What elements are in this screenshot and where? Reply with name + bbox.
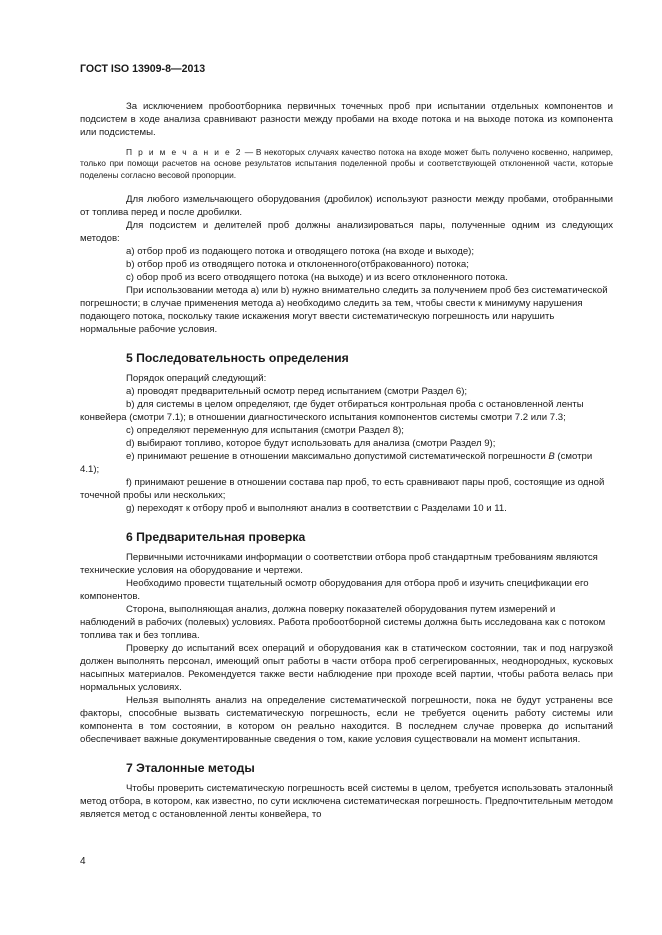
- note-2: [80, 147, 613, 181]
- step-d: d) выбирают топливо, которое будут использовать для анализа (смотри Раздел 9);: [126, 438, 496, 450]
- step-g: g) переходят к отбору проб и выполняют анализ в соответствии с Разделами 10 и 11.: [126, 503, 507, 515]
- method-item-c: с) обор проб из всего отводящего потока (на выходе) и из всего отклоненного потока.: [126, 272, 508, 284]
- section-5-heading: 5 Последовательность определения: [126, 351, 349, 366]
- step-c: c) определяют переменную для испытания (смотри Раздел 8);: [126, 425, 404, 437]
- section-6-paragraph: Сторона, выполняющая анализ, должна поверку показателей оборудования путем измерений и наблюдений в рабочих (полевых) условиях. Работа пробоотборной системы должна быть исследована как с потоком топлива так и без топлива.: [80, 604, 606, 642]
- step-f: f) принимают решение в отношении состава пар проб, то есть сравнивают пары проб, состоящие из одной точечной пробы или нескольких;: [80, 477, 605, 502]
- step-e-text: e) принимают решение в отношении максимально допустимой систематической погрешности: [126, 451, 549, 463]
- step-b: b) для системы в целом определяют, где будет отбираться контрольная проба с остановленной ленты конвейера (смотри 7.1); в отношении диагностического испытания компонентов системы смотри 7.2 или 7.3;: [80, 399, 584, 424]
- note-text: — В некоторых случаях качество потока на входе может быть получено косвенно, например, только при помощи расчетов на основе результатов испытания поделенной пробы и соответствующей отклоненной части, которые поделены согласно весовой пропорции.: [80, 147, 613, 180]
- note-label: П р и м е ч а н и е 2: [126, 147, 243, 157]
- section-6-heading: 6 Предварительная проверка: [126, 530, 306, 545]
- step-a: a) проводят предварительный осмотр перед испытанием (смотри Раздел 6);: [126, 386, 468, 398]
- section-7-paragraph: Чтобы проверить систематическую погрешность всей системы в целом, требуется использовать эталонный метод отбора, в котором, как известно, по сути исключена систематическая погрешность. Предпочтительным методом является метод с остановленной ленты конвейера, то: [80, 783, 613, 821]
- step-e: [80, 450, 613, 476]
- intro-paragraph-2: Для любого измельчающего оборудования (дробилок) используют разности между пробами, отобранными от топлива перед и после дробилки.: [80, 194, 613, 219]
- section-7-heading: 7 Эталонные методы: [126, 761, 255, 776]
- standard-designation: ГОСТ ISO 13909-8—2013: [80, 63, 206, 75]
- method-item-b: b) отбор проб из отводящего потока и отклоненного(отбракованного) потока;: [126, 259, 469, 271]
- intro-paragraph-1: За исключением пробоотборника первичных точечных проб при испытании отдельных компонентов и подсистем в ходе анализа сравнивают разности между пробами на входе потока и на выходе потока из компонента или подсистемы.: [80, 101, 613, 138]
- section-6-paragraph: Первичными источниками информации о соответствии отбора проб стандартным требованиям являются технические условия на оборудование и чертежи.: [80, 552, 598, 577]
- section-5-lead: Порядок операций следующий:: [126, 373, 267, 385]
- page-number: 4: [80, 856, 86, 867]
- bias-symbol: B: [548, 451, 555, 463]
- method-item-a: а) отбор проб из подающего потока и отводящего потока (на входе и выходе);: [126, 246, 475, 258]
- intro-paragraph-4: При использовании метода а) или b) нужно внимательно следить за получением проб без систематической погрешности; в случае применения метода а) необходимо следить за тем, чтобы свести к минимуму нарушения подающего потока, поскольку такие искажения могут ввести систематическую погрешность или нарушить нормальные рабочие условия.: [80, 285, 608, 336]
- document-body: [80, 100, 613, 821]
- intro-paragraph-3: Для подсистем и делителей проб должны анализироваться пары, полученные одним из следующих методов:: [80, 220, 613, 245]
- section-6-paragraph: Нельзя выполнять анализ на определение систематической погрешности, пока не будут устранены все факторы, способные вызвать систематическую погрешность, если не требуется оценить работу системы или компонента в том состоянии, в котором он реально находится. В последнем случае проверка до испытаний обеспечивает важные документированные сведения о том, какие условия существовали на момент испытания.: [80, 695, 613, 746]
- section-6-paragraph: Проверку до испытаний всех операций и оборудования как в статическом состоянии, так и под нагрузкой должен выполнять персонал, имеющий опыт работы в части отбора проб сегрегированных, неоднородных, кусковых насыпных материалов. Рекомендуется также вести наблюдение при проходе всей партии, чтобы работа велась при нормальных условиях.: [80, 643, 613, 694]
- section-6-paragraph: Необходимо провести тщательный осмотр оборудования для отбора проб и изучить спецификации его компонентов.: [80, 578, 589, 603]
- step-e-ref: (смотри 4.1);: [80, 451, 593, 476]
